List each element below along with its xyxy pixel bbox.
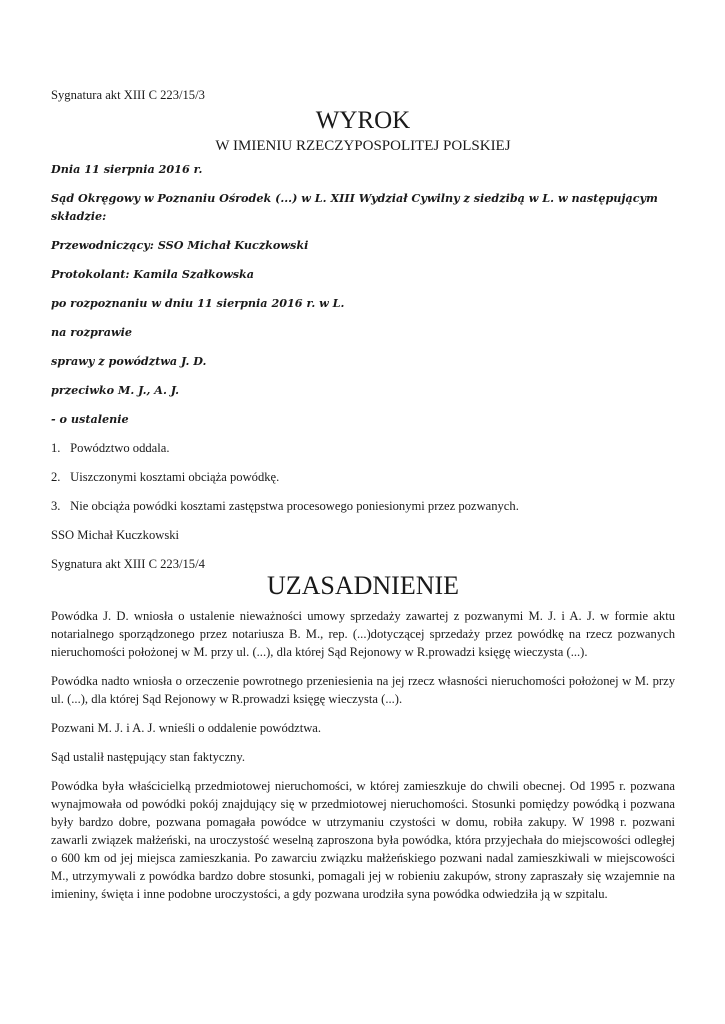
justification-paragraph: Powódka była właścicielką przedmiotowej nieruchomości, w której zamieszkuje do chwili obecnej. Od 1995 r. pozwana wynajmowała od powódki pokój znajdujący się w przedmiotowej nieruchomości. Stosunki pomiędzy powódką i pozwana były bardzo dobre, pozwana pomagała powódce w utrzymaniu czystości w domu, robiła zakupy. W 1998 r. pozwani zawarli związek małżeński, na uroczystość weselną zaproszona była powódka, która przyjechała do miejscowości odległej o 600 km od jej miejsca zamieszkania. Po zawarciu związku małżeńskiego pozwani nadal zamieszkiwali w miejscowości M., utrzymywali z powódka bardzo dobre stosunki, pomagali jej w robieniu zakupów, strony zapraszały się wzajemnie na imieniny, święta i inne podobne uroczystości, a gdy pozwana urodziła syna powódka odwiedziła ją w szpitalu. xyxy=(51,779,675,901)
document-page xyxy=(51,86,675,914)
ruling-item-text: Powództwo oddala. xyxy=(70,441,170,455)
hearing-date: po rozpoznaniu w dniu 11 sierpnia 2016 r. w L. xyxy=(51,296,345,310)
court-clerk: Protokolant: Kamila Szałkowska xyxy=(51,267,255,281)
justification-paragraph: Powódka nadto wniosła o orzeczenie powrotnego przeniesienia na jej rzecz własności nieruchomości położonej w M. przy ul. (...), dla której Sąd Rejonowy w R.prowadzi księgę wieczysta (...). xyxy=(51,674,675,706)
case-signature-2: Sygnatura akt XIII C 223/15/4 xyxy=(51,557,205,571)
case-subject: - o ustalenie xyxy=(51,412,129,426)
ruling-date: Dnia 11 sierpnia 2016 r. xyxy=(51,162,203,176)
justification-paragraph: Pozwani M. J. i A. J. wnieśli o oddalenie powództwa. xyxy=(51,721,322,735)
ruling-item-number: 3. xyxy=(51,499,61,513)
judgment-subtitle: W IMIENIU RZECZYPOSPOLITEJ POLSKIEJ xyxy=(215,138,511,154)
session-type: na rozprawie xyxy=(51,325,132,339)
justification-paragraph: Sąd ustalił następujący stan faktyczny. xyxy=(51,750,245,764)
presiding-judge: Przewodniczący: SSO Michał Kuczkowski xyxy=(51,238,309,252)
ruling-item-number: 2. xyxy=(51,470,61,484)
case-signature-1: Sygnatura akt XIII C 223/15/3 xyxy=(51,88,205,102)
ruling-item xyxy=(51,497,675,515)
justification-title: UZASADNIENIE xyxy=(266,571,460,600)
ruling-item xyxy=(51,439,675,457)
judge-signature: SSO Michał Kuczkowski xyxy=(51,528,180,542)
case-plaintiff: sprawy z powództwa J. D. xyxy=(51,354,207,368)
ruling-item-text: Uiszczonymi kosztami obciąża powódkę. xyxy=(70,470,280,484)
ruling-item xyxy=(51,468,675,486)
judgment-title: WYROK xyxy=(315,107,411,134)
justification-paragraph: Powódka J. D. wniosła o ustalenie nieważności umowy sprzedaży zawartej z pozwanymi M. J. i A. J. w formie aktu notarialnego sporządzonego przez notariusza B. M., rep. (...)dotyczącej sprzedaży przez powódkę na rzecz pozwanych nieruchomości położonej w M. przy ul. (...), dla której Sąd Rejonowy w R.prowadzi księgę wieczysta (...). xyxy=(51,609,675,659)
court-composition: Sąd Okręgowy w Poznaniu Ośrodek (...) w L. XIII Wydział Cywilny z siedzibą w L. w następującym składzie: xyxy=(51,191,658,223)
ruling-item-number: 1. xyxy=(51,441,61,455)
case-defendants: przeciwko M. J., A. J. xyxy=(51,383,180,397)
ruling-item-text: Nie obciąża powódki kosztami zastępstwa procesowego poniesionymi przez pozwanych. xyxy=(70,499,519,513)
